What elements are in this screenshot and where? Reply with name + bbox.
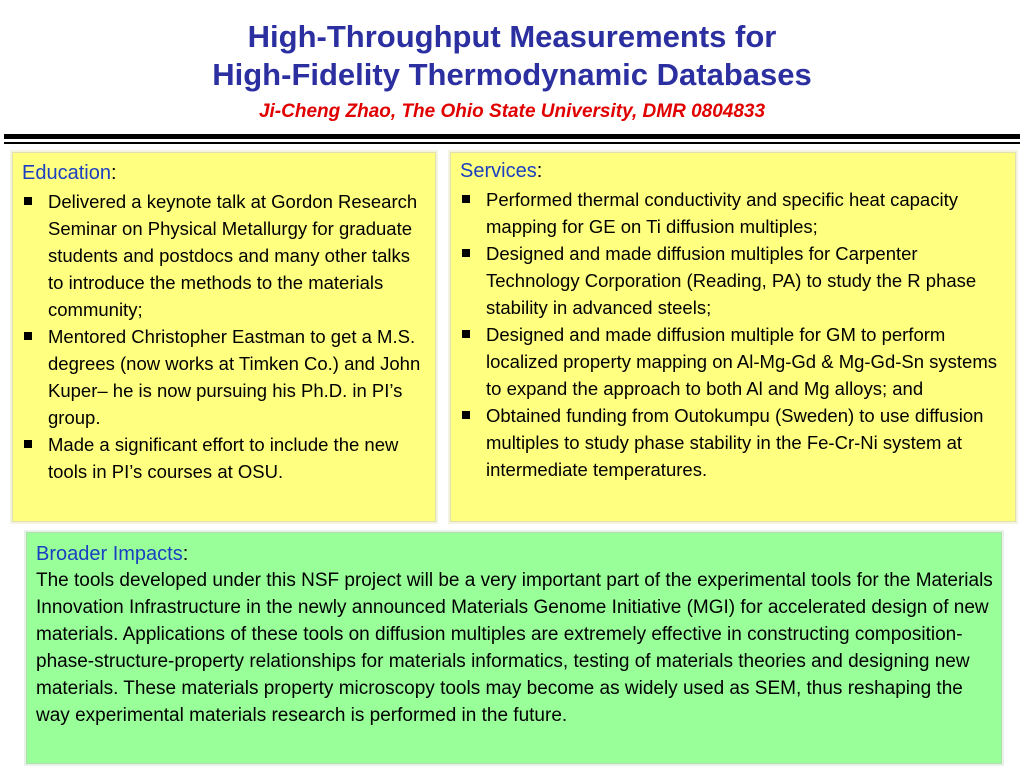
square-bullet-icon [462, 195, 470, 203]
broader-impacts-panel [26, 532, 1002, 764]
square-bullet-icon [462, 330, 470, 338]
square-bullet-icon [24, 197, 32, 205]
services-item [460, 240, 1009, 321]
broader-impacts-heading [36, 542, 995, 567]
education-panel [12, 152, 436, 522]
services-item [460, 321, 1009, 402]
slide-title-line-2: High-Fidelity Thermodynamic Databases [212, 57, 812, 92]
slide-header [0, 18, 1024, 124]
services-heading-colon: : [536, 160, 543, 182]
education-item [22, 188, 429, 323]
services-item-text: Designed and made diffusion multiples for Carpenter Technology Corporation (Reading, PA) to study the R phase stability in advanced steels; [486, 243, 977, 318]
education-heading [22, 161, 429, 186]
services-item-text: Obtained funding from Outokumpu (Sweden) to use diffusion multiples to study phase stability in the Fe-Cr-Ni system at intermediate temperatures. [486, 405, 984, 480]
slide-title-line-1: High-Throughput Measurements for [247, 19, 777, 54]
education-list [22, 188, 429, 485]
services-item [460, 186, 1009, 240]
broader-impacts-heading-label: Broader Impacts [36, 543, 183, 565]
header-divider-thin [4, 142, 1020, 144]
broader-impacts-text: The tools developed under this NSF project will be a very important part of the experimental tools for the Materials Innovation Infrastructure in the newly announced Materials Genome Initiative (MGI) for accelerated design of new materials. Applications of these tools on diffusion multiples are extremely effective in constructing composition-phase-structure-property relationships for materials informatics, testing of materials theories and designing new materials. These materials property microscopy tools may become as widely used as SEM, thus reshaping the way experimental materials research is performed in the future. [36, 570, 993, 726]
education-item [22, 323, 429, 431]
services-panel [450, 152, 1016, 522]
square-bullet-icon [24, 440, 32, 448]
education-item-text: Mentored Christopher Eastman to get a M.S. degrees (now works at Timken Co.) and John Kuper– he is now pursuing his Ph.D. in PI’s group. [48, 326, 421, 428]
square-bullet-icon [24, 332, 32, 340]
slide-subtitle: Ji-Cheng Zhao, The Ohio State University, DMR 0804833 [258, 101, 766, 122]
services-item [460, 402, 1009, 483]
education-item-text: Made a significant effort to include the new tools in PI’s courses at OSU. [48, 434, 399, 482]
header-divider-thick [4, 134, 1020, 139]
square-bullet-icon [462, 411, 470, 419]
services-heading [460, 159, 1009, 184]
education-item [22, 431, 429, 485]
education-heading-label: Education [22, 162, 111, 184]
education-item-text: Delivered a keynote talk at Gordon Research Seminar on Physical Metallurgy for graduate students and postdocs and many other talks to introduce the methods to the materials community; [48, 191, 418, 320]
services-heading-label: Services [460, 160, 537, 182]
education-heading-colon: : [110, 162, 117, 184]
services-item-text: Performed thermal conductivity and specific heat capacity mapping for GE on Ti diffusion multiples; [486, 189, 958, 237]
square-bullet-icon [462, 249, 470, 257]
broader-impacts-heading-colon: : [182, 543, 189, 565]
services-item-text: Designed and made diffusion multiple for GM to perform localized property mapping on Al-Mg-Gd & Mg-Gd-Sn systems to expand the approach to both Al and Mg alloys; and [486, 324, 998, 399]
services-list [460, 186, 1009, 483]
